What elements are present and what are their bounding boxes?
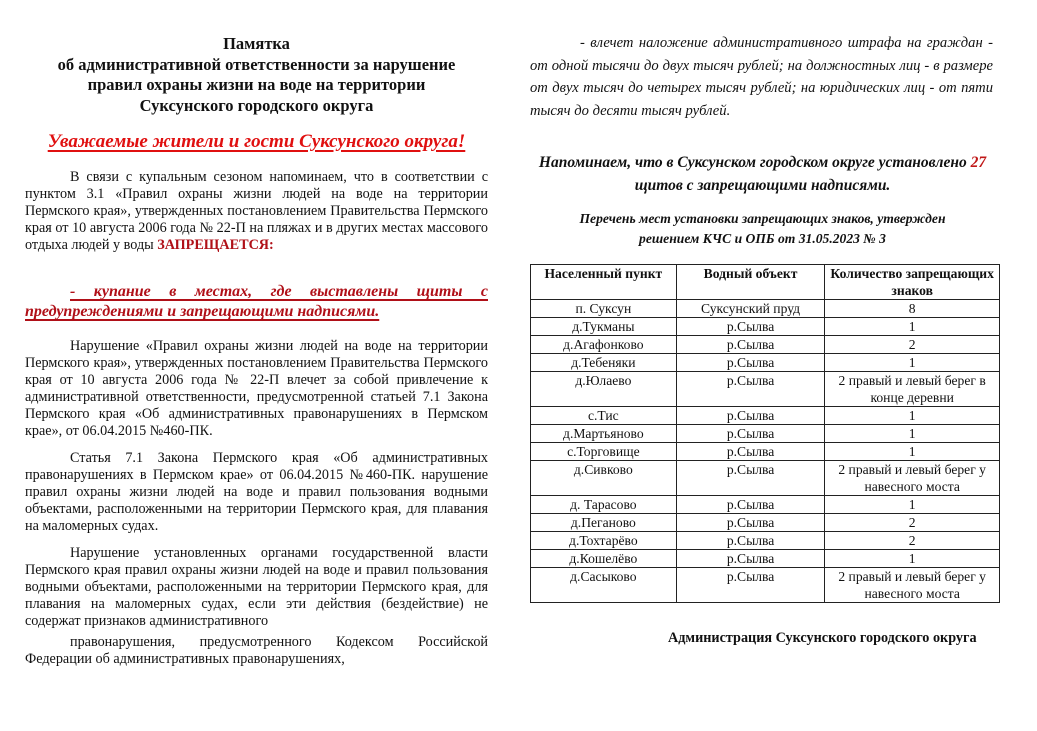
cell-settlement: д.Тебеняки <box>531 354 677 372</box>
cell-count: 2 <box>825 336 1000 354</box>
table-row <box>531 443 1000 461</box>
cell-water-body: р.Сылва <box>676 532 825 550</box>
cell-water-body: р.Сылва <box>676 568 825 603</box>
header-sign-count: Количество запрещающих знаков <box>825 265 1000 300</box>
title-line: правил охраны жизни на воде на территории <box>87 75 426 94</box>
cell-water-body: р.Сылва <box>676 425 825 443</box>
cell-count: 1 <box>825 425 1000 443</box>
cell-count: 1 <box>825 496 1000 514</box>
cell-count: 1 <box>825 354 1000 372</box>
table-row <box>531 318 1000 336</box>
cell-count: 8 <box>825 300 1000 318</box>
cell-water-body: р.Сылва <box>676 318 825 336</box>
reminder-text <box>530 151 995 197</box>
cell-water-body: р.Сылва <box>676 354 825 372</box>
cell-water-body: р.Сылва <box>676 550 825 568</box>
cell-count: 1 <box>825 407 1000 425</box>
table-row <box>531 496 1000 514</box>
list-heading-line: Перечень мест установки запрещающих знаков, утвержден <box>579 211 946 226</box>
cell-count: 1 <box>825 443 1000 461</box>
signature: Администрация Суксунского городского округа <box>668 630 977 646</box>
intro-paragraph <box>25 169 488 254</box>
greeting-heading: Уважаемые жители и гости Суксунского округа! <box>47 131 466 152</box>
cell-count: 2 правый и левый берег у навесного моста <box>825 461 1000 496</box>
cell-settlement: д. Тарасово <box>531 496 677 514</box>
cell-settlement: д.Тукманы <box>531 318 677 336</box>
cell-settlement: д.Сасыково <box>531 568 677 603</box>
table-row <box>531 532 1000 550</box>
cell-count: 1 <box>825 318 1000 336</box>
cell-settlement: п. Суксун <box>531 300 677 318</box>
cell-water-body: Суксунский пруд <box>676 300 825 318</box>
cell-water-body: р.Сылва <box>676 336 825 354</box>
cell-settlement: д.Юлаево <box>531 372 677 407</box>
title-line: об административной ответственности за нарушение <box>57 54 456 74</box>
cell-settlement: с.Торговище <box>531 443 677 461</box>
prohibition-bullet: - купание в местах, где выставлены щиты с предупреждениями и запрещающими надписями. <box>25 283 488 320</box>
cell-settlement: д.Пеганово <box>531 514 677 532</box>
cell-water-body: р.Сылва <box>676 407 825 425</box>
code-reference-paragraph: правонарушения, предусмотренного Кодексом Российской Федерации об административных правонарушениях, <box>25 634 488 667</box>
cell-settlement: д.Кошелёво <box>531 550 677 568</box>
header-water-body: Водный объект <box>676 265 825 300</box>
table-row <box>531 425 1000 443</box>
cell-count: 2 правый и левый берег у навесного моста <box>825 568 1000 603</box>
cell-count: 2 <box>825 514 1000 532</box>
table-row <box>531 336 1000 354</box>
cell-water-body: р.Сылва <box>676 372 825 407</box>
cell-water-body: р.Сылва <box>676 461 825 496</box>
list-heading-line: решением КЧС и ОПБ от 31.05.2023 № 3 <box>639 230 886 246</box>
sign-count: 27 <box>970 154 987 171</box>
signs-table <box>530 264 1000 603</box>
cell-water-body: р.Сылва <box>676 514 825 532</box>
table-row <box>531 461 1000 496</box>
intro-text: В связи с купальным сезоном напоминаем, что в соответствии с пунктом 3.1 «Правил охраны жизни людей на воде на территории Пермского края», утвержденных постановлением Правительства Пермского края от 10 августа 2006 года № 22-П на пляжах и в других местах массового отдыха людей у воды <box>25 169 488 253</box>
cell-count: 2 <box>825 532 1000 550</box>
table-row <box>531 514 1000 532</box>
table-row <box>531 300 1000 318</box>
article-paragraph: Статья 7.1 Закона Пермского края «Об административных правонарушениях в Пермском крае» от 06.04.2015 №460-ПК. нарушение правил охраны жизни людей на воде и правил пользования водными объектами, расположенными на территории Пермского края, для плавания на маломерных судах. <box>25 450 488 534</box>
title-line: Суксунского городского округа <box>139 95 374 115</box>
cell-count: 2 правый и левый берег в конце деревни <box>825 372 1000 407</box>
table-header-row <box>531 265 1000 300</box>
cell-count: 1 <box>825 550 1000 568</box>
cell-settlement: д.Мартьяново <box>531 425 677 443</box>
cell-water-body: р.Сылва <box>676 496 825 514</box>
table-row <box>531 568 1000 603</box>
title-line: Памятка <box>223 34 290 53</box>
list-heading <box>530 209 995 248</box>
document-title <box>25 34 488 116</box>
violation-paragraph: Нарушение «Правил охраны жизни людей на воде на территории Пермского края», утвержденных постановлением Правительства Пермского края от 10 августа 2006 года № 22-П влечет за собой привлечение к административной ответственности, предусмотренной статьей 7.1 Закона Пермского края «Об административных правонарушениях в Пермском крае», от 06.04.2015 №460-ПК. <box>25 338 488 439</box>
cell-settlement: д.Тохтарёво <box>531 532 677 550</box>
cell-settlement: д.Агафонково <box>531 336 677 354</box>
violation-details-paragraph: Нарушение установленных органами государственной власти Пермского края правил охраны жизни людей на воде и правил пользования водными объектами, расположенными на территории Пермского края, для плавания на маломерных судах, если эти действия (бездействие) не содержат признаков административного <box>25 545 488 629</box>
table-row <box>531 354 1000 372</box>
reminder-before: Напоминаем, что в Суксунском городском округе установлено <box>538 154 971 171</box>
table-row <box>531 372 1000 407</box>
table-row <box>531 550 1000 568</box>
cell-water-body: р.Сылва <box>676 443 825 461</box>
reminder-after: щитов с запрещающими надписями. <box>634 177 891 194</box>
cell-settlement: д.Сивково <box>531 461 677 496</box>
forbidden-label: ЗАПРЕЩАЕТСЯ: <box>157 237 274 253</box>
table-row <box>531 407 1000 425</box>
fine-paragraph: - влечет наложение административного штрафа на граждан - от одной тысячи до двух тысяч рублей; на должностных лиц - в размере от двух тысяч до четырех тысяч рублей; на юридических лиц - от пяти тысяч до десяти тысяч рублей. <box>530 35 993 119</box>
cell-settlement: с.Тис <box>531 407 677 425</box>
header-settlement: Населенный пункт <box>531 265 677 300</box>
